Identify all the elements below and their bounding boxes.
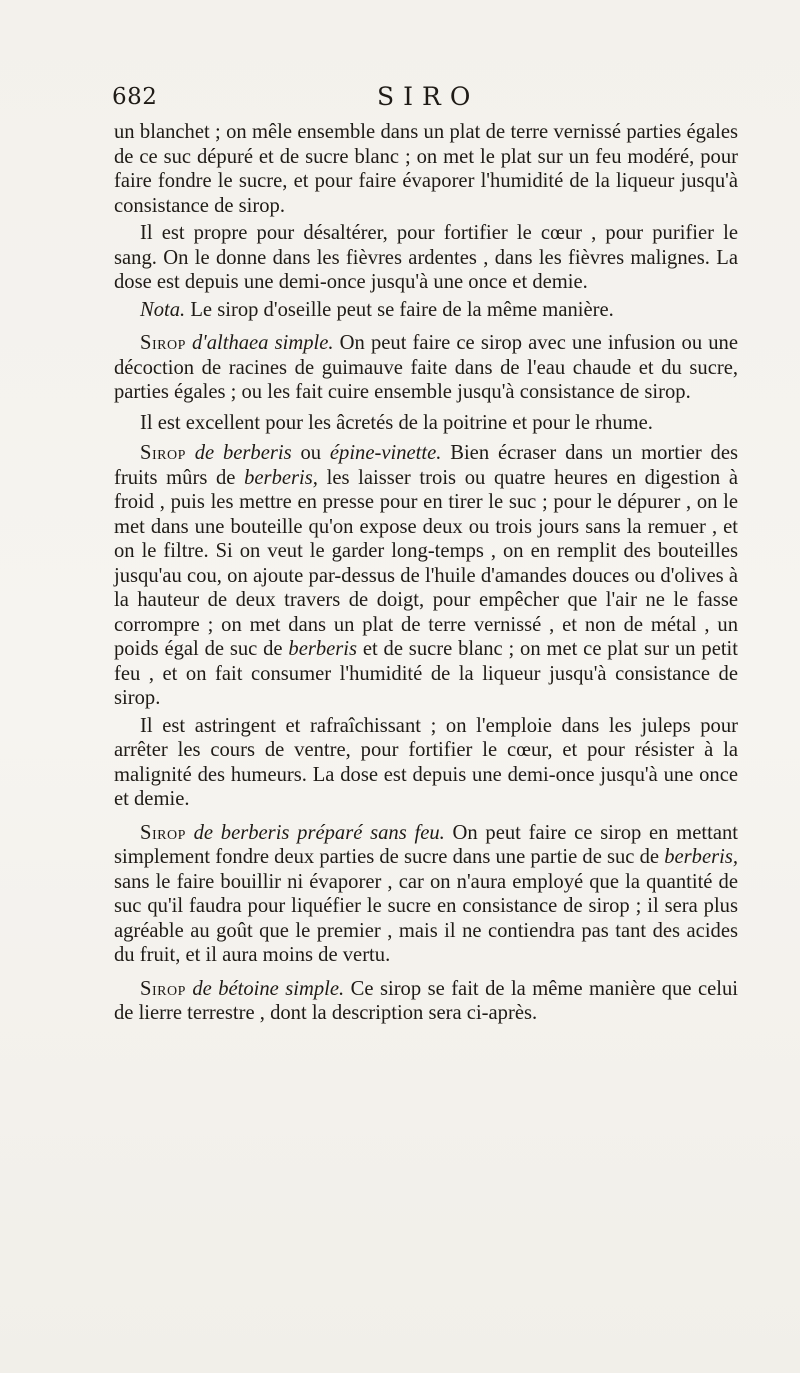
- entry-title: d'althaea simple.: [192, 332, 334, 354]
- entry-title: de berberis: [194, 442, 292, 464]
- paragraph-althaea-use: Il est excellent pour les âcretés de la poitrine et pour le rhume.: [140, 411, 653, 434]
- entry-sirop-althaea: Sirop d'althaea simple. On peut faire ce sirop avec une infusion ou une décoction de racines de guimauve faite dans de l'eau chaude et du sucre, parties égales ; ou les fait cuire ensemble jusqu'à consistance de sirop.: [114, 332, 738, 403]
- entry-sirop-berberis-sans-feu: Sirop de berberis préparé sans feu. On peut faire ce sirop en mettant simplement fondre deux parties de sucre dans une partie de suc de berberis, sans le faire bouillir ni évaporer , car on n'aura employé que la quantité de suc qu'il faudra pour liquéfier le sucre en consistance de sirop ; il sera plus agréable au goût que le premier , mais il ne contiendra pas tant des acides du fruit, et il aura moins de vertu.: [114, 821, 738, 966]
- entry-title: de berberis préparé sans feu.: [193, 821, 445, 844]
- entry-keyword: Sirop: [140, 821, 186, 844]
- paragraph-properties: Il est propre pour désaltérer, pour fortifier le cœur , pour purifier le sang. On le donne dans les fièvres ardentes , dans les fièvres malignes. La dose est depuis une demi-once jusqu'à une once et demie.: [114, 222, 738, 293]
- entry-keyword: Sirop: [140, 977, 186, 1000]
- entry-keyword: Sirop: [140, 442, 186, 464]
- nota-label: Nota.: [140, 298, 186, 321]
- paragraph-nota: Nota. Le sirop d'oseille peut se faire de la même manière.: [140, 298, 614, 321]
- page-number: 682: [112, 84, 158, 110]
- entry-title-alt: épine-vinette.: [329, 442, 442, 464]
- entry-sirop-betoine: Sirop de bétoine simple. Ce sirop se fait de la même manière que celui de lierre terrestre , dont la description sera ci-après.: [114, 977, 739, 1024]
- entry-keyword: Sirop: [140, 332, 186, 354]
- entry-title: de bétoine simple.: [192, 977, 345, 1000]
- page-header: [112, 80, 740, 120]
- body-text: [114, 120, 738, 1026]
- running-head: SIRO: [377, 82, 480, 111]
- paragraph-berberis-use: Il est astringent et rafraîchissant ; on l'emploie dans les juleps pour arrêter les cours de ventre, pour fortifier le cœur, et pour résister à la malignité des humeurs. La dose est depuis une demi-once jusqu'à une once et demie.: [114, 714, 738, 810]
- entry-sirop-berberis: Sirop de berberis ou épine-vinette. Bien écraser dans un mortier des fruits mûrs de berberis, les laisser trois ou quatre heures en digestion à froid , puis les mettre en presse pour en tirer le suc ; pour le dépurer , on le met dans une bouteille qu'on expose deux ou trois jours sans la remuer , et on le filtre. Si on veut le garder long-temps , on en remplit des bouteilles jusqu'au cou, on ajoute par-dessus de l'huile d'amandes douces ou d'olives à la hauteur de deux travers de doigt, pour empêcher que l'air ne le fasse corrompre ; on met dans un plat de terre vernissé , et non de métal , un poids égal de suc de berberis et de sucre blanc ; on met ce plat sur un petit feu , et on fait consumer l'humidité de la liqueur jusqu'à consistance de sirop.: [114, 442, 738, 709]
- paragraph-continuation: un blanchet ; on mêle ensemble dans un plat de terre vernissé parties égales de ce suc dépuré et de sucre blanc ; on met le plat sur un feu modéré, pour faire fondre le sucre, et pour faire évaporer l'humidité de la liqueur jusqu'à consistance de sirop.: [114, 121, 738, 217]
